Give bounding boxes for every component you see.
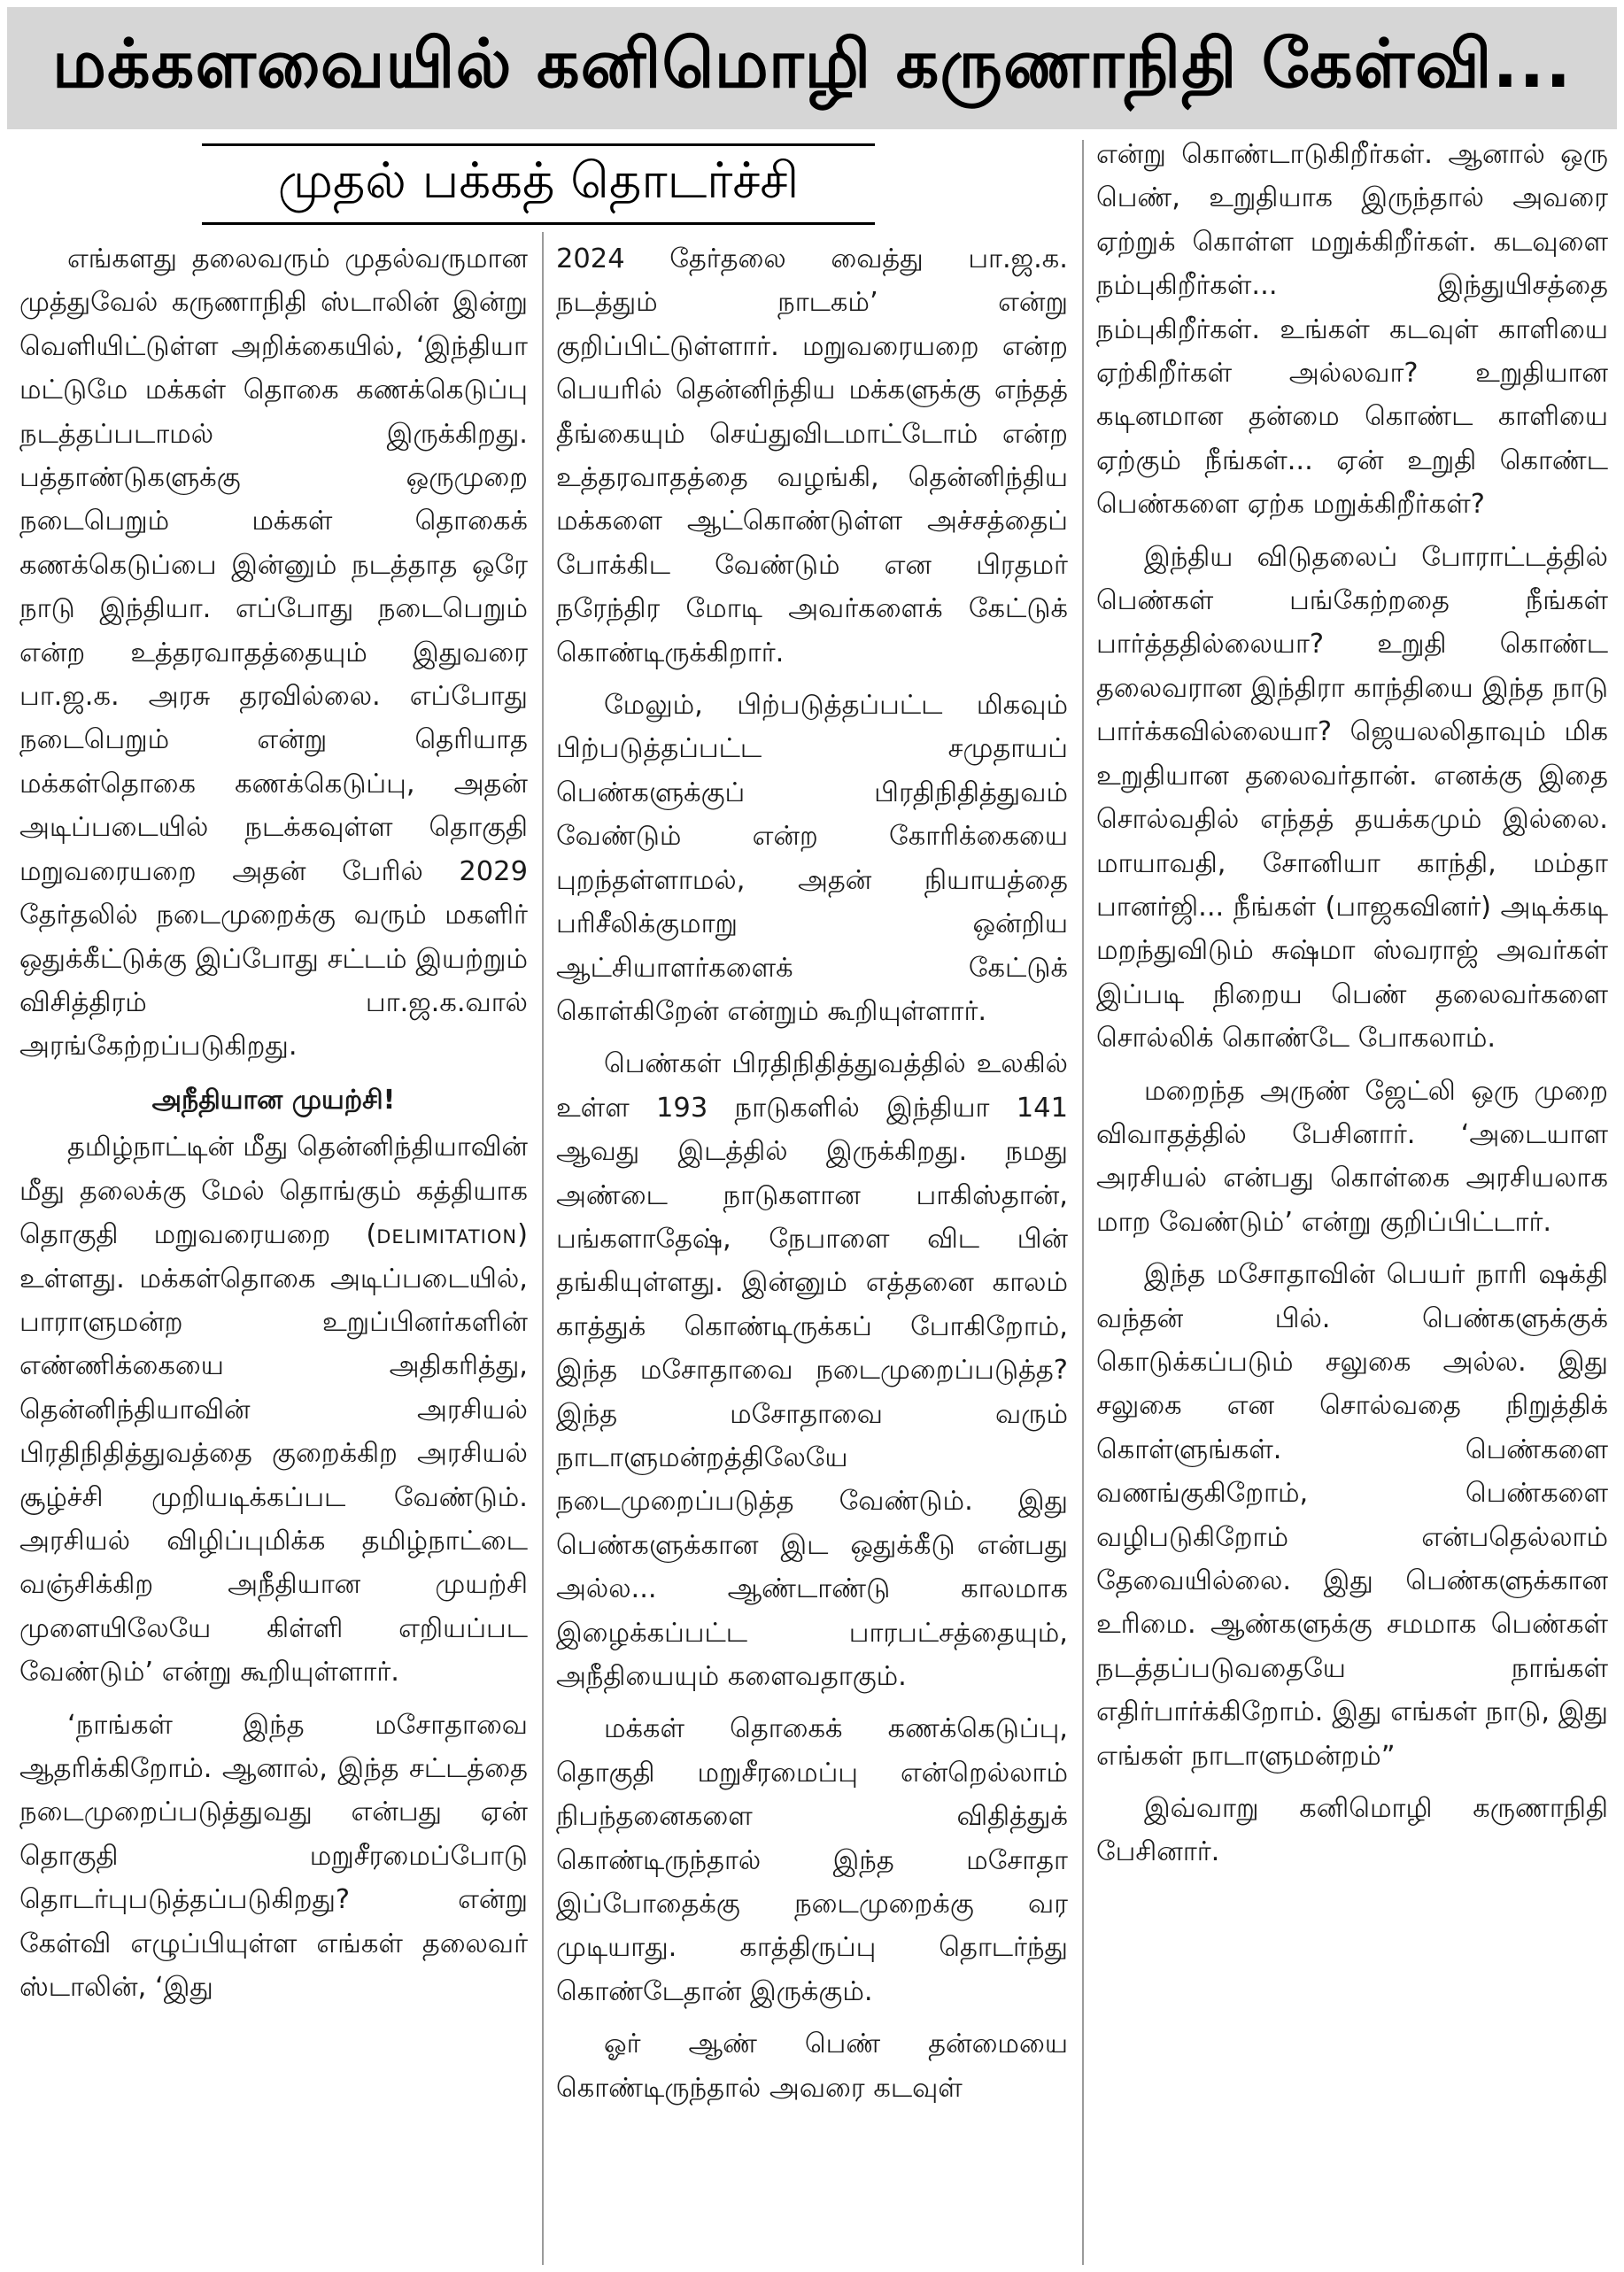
paragraph: என்று கொண்டாடுகிறீர்கள். ஆனால் ஒரு பெண், உறுதியாக இருந்தால் அவரை ஏற்றுக் கொள்ள மறுக்கிறீர்கள். கடவுளை நம்புகிறீர்கள்... இந்துயிசத்தை நம்புகிறீர்கள். உங்கள் கடவுள் காளியை ஏற்கிறீர்கள் அல்லவா? உறுதியான கடினமான தன்மை கொண்ட காளியை ஏற்கும் நீங்கள்... ஏன் உறுதி கொண்ட பெண்களை ஏற்க மறுக்கிறீர்கள்? bbox=[1096, 139, 1608, 521]
delimitation-term: DELIMITATION bbox=[376, 1226, 518, 1248]
paragraph: ஓர் ஆண் பெண் தன்மையை கொண்டிருந்தால் அவரை கடவுள் bbox=[556, 2029, 1068, 2104]
paragraph: இவ்வாறு கனிமொழி கருணாநிதி பேசினார். bbox=[1096, 1793, 1608, 1868]
article-column-3 bbox=[1096, 133, 1608, 2265]
paragraph bbox=[19, 1125, 528, 1694]
paragraph: பெண்கள் பிரதிநிதித்துவத்தில் உலகில் உள்ள 193 நாடுகளில் இந்தியா 141 ஆவது இடத்தில் இருக்கிறது. நமது அண்டை நாடுகளான பாகிஸ்தான், பங்களாதேஷ், நேபாளை விட பின் தங்கியுள்ளது. இன்னும் எத்தனை காலம் காத்துக் கொண்டிருக்கப் போகிறோம், இந்த மசோதாவை நடைமுறைப்படுத்த? இந்த மசோதாவை வரும் நாடாளுமன்றத்திலேயே நடைமுறைப்படுத்த வேண்டும். இது பெண்களுக்கான இட ஒதுக்கீடு என்பது அல்ல... ஆண்டாண்டு காலமாக இழைக்கப்பட்ட பாரபட்சத்தையும், அநீதியையும் களைவதாகும். bbox=[556, 1048, 1068, 1692]
article-column-1 bbox=[19, 237, 528, 2265]
paragraph: மறைந்த அருண் ஜேட்லி ஒரு முறை விவாதத்தில் பேசினார். ‘அடையாள அரசியல் என்பது கொள்கை அரசியலாக மாற வேண்டும்’ என்று குறிப்பிட்டார். bbox=[1096, 1075, 1608, 1238]
paragraph: மேலும், பிற்படுத்தப்பட்ட மிகவும் பிற்படுத்தப்பட்ட சமுதாயப் பெண்களுக்குப் பிரதிநிதித்துவம் வேண்டும் என்ற கோரிக்கையை புறந்தள்ளாமல், அதன் நியாயத்தை பரிசீலிக்குமாறு ஒன்றிய ஆட்சியாளர்களைக் கேட்டுக் கொள்கிறேன் என்றும் கூறியுள்ளார். bbox=[556, 690, 1068, 1027]
column-rule-2 bbox=[1082, 140, 1084, 2265]
paragraph: மக்கள் தொகைக் கணக்கெடுப்பு, தொகுதி மறுசீரமைப்பு என்றெல்லாம் நிபந்தனைகளை விதித்துக் கொண்டிருந்தால் இந்த மசோதா இப்போதைக்கு நடைமுறைக்கு வர முடியாது. காத்திருப்பு தொடர்ந்து கொண்டேதான் இருக்கும். bbox=[556, 1713, 1068, 2007]
text-run: ) உள்ளது. மக்கள்தொகை அடிப்படையில், பாராளுமன்ற உறுப்பினர்களின் எண்ணிக்கையை அதிகரித்து, தென்னிந்தியாவின் அரசியல் பிரதிநிதித்துவத்தை குறைக்கிற அரசியல் சூழ்ச்சி முறியடிக்கப்பட வேண்டும். அரசியல் விழிப்புமிக்க தமிழ்நாட்டை வஞ்சிக்கிற அநீதியான முயற்சி முளையிலேயே கிள்ளி எறியப்பட வேண்டும்’ என்று கூறியுள்ளார். bbox=[19, 1219, 528, 1689]
paragraph: இந்திய விடுதலைப் போராட்டத்தில் பெண்கள் பங்கேற்றதை நீங்கள் பார்த்ததில்லையா? உறுதி கொண்ட தலைவரான இந்திரா காந்தியை இந்த நாடு பார்க்கவில்லையா? ஜெயலலிதாவும் மிக உறுதியான தலைவர்தான். எனக்கு இதை சொல்வதில் எந்தத் தயக்கமும் இல்லை. மாயாவதி, சோனியா காந்தி, மம்தா பானர்ஜி... நீங்கள் (பாஜகவினர்) அடிக்கடி மறந்துவிடும் சுஷ்மா ஸ்வராஜ் அவர்கள் இப்படி நிறைய பெண் தலைவர்களை சொல்லிக் கொண்டே போகலாம். bbox=[1096, 541, 1608, 1055]
article-column-2 bbox=[556, 237, 1068, 2265]
paragraph: இந்த மசோதாவின் பெயர் நாரி ஷக்தி வந்தன் பில். பெண்களுக்குக் கொடுக்கப்படும் சலுகை அல்ல. இது சலுகை என சொல்வதை நிறுத்திக் கொள்ளுங்கள். பெண்களை வணங்குகிறோம், பெண்களை வழிபடுகிறோம் என்பதெல்லாம் தேவையில்லை. இது பெண்களுக்கான உரிமை. ஆண்களுக்கு சமமாக பெண்கள் நடத்தப்படுவதையே நாங்கள் எதிர்பார்க்கிறோம். இது எங்கள் நாடு, இது எங்கள் நாடாளுமன்றம்” bbox=[1096, 1259, 1608, 1772]
paragraph: 2024 தேர்தலை வைத்து பா.ஜ.க. நடத்தும் நாடகம்’ என்று குறிப்பிட்டுள்ளார். மறுவரையறை என்ற பெயரில் தென்னிந்திய மக்களுக்கு எந்தத் தீங்கையும் செய்துவிடமாட்டோம் என்ற உத்தரவாதத்தை வழங்கி, தென்னிந்திய மக்களை ஆட்கொண்டுள்ள அச்சத்தைப் போக்கிட வேண்டும் என பிரதமர் நரேந்திர மோடி அவர்களைக் கேட்டுக் கொண்டிருக்கிறார். bbox=[556, 243, 1068, 668]
text-run: தமிழ்நாட்டின் மீது தென்னிந்தியாவின் மீது தலைக்கு மேல் தொங்கும் கத்தியாக தொகுதி மறுவரையறை ( bbox=[19, 1132, 528, 1251]
column-rule-1 bbox=[542, 232, 544, 2265]
headline: மக்களவையில் கனிமொழி கருணாநிதி கேள்வி... bbox=[7, 7, 1617, 129]
continuation-banner: முதல் பக்கத் தொடர்ச்சி bbox=[202, 143, 875, 225]
subheading: அநீதியான முயற்சி! bbox=[151, 1084, 396, 1116]
paragraph: ‘நாங்கள் இந்த மசோதாவை ஆதரிக்கிறோம். ஆனால், இந்த சட்டத்தை நடைமுறைப்படுத்துவது என்பது ஏன் தொகுதி மறுசீரமைப்போடு தொடர்புபடுத்தப்படுகிறது? என்று கேள்வி எழுப்பியுள்ள எங்கள் தலைவர் ஸ்டாலின், ‘இது bbox=[19, 1709, 528, 2004]
paragraph: எங்களது தலைவரும் முதல்வருமான முத்துவேல் கருணாநிதி ஸ்டாலின் இன்று வெளியிட்டுள்ள அறிக்கையில், ‘இந்தியா மட்டுமே மக்கள் தொகை கணக்கெடுப்பு நடத்தப்படாமல் இருக்கிறது. பத்தாண்டுகளுக்கு ஒருமுறை நடைபெறும் மக்கள் தொகைக் கணக்கெடுப்பை இன்னும் நடத்தாத ஒரே நாடு இந்தியா. எப்போது நடைபெறும் என்ற உத்தரவாதத்தையும் இதுவரை பா.ஜ.க. அரசு தரவில்லை. எப்போது நடைபெறும் என்று தெரியாத மக்கள்தொகை கணக்கெடுப்பு, அதன் அடிப்படையில் நடக்கவுள்ள தொகுதி மறுவரையறை அதன் பேரில் 2029 தேர்தலில் நடைமுறைக்கு வரும் மகளிர் ஒதுக்கீட்டுக்கு இப்போது சட்டம் இயற்றும் விசித்திரம் பா.ஜ.க.வால் அரங்கேற்றப்படுகிறது. bbox=[19, 243, 528, 1063]
